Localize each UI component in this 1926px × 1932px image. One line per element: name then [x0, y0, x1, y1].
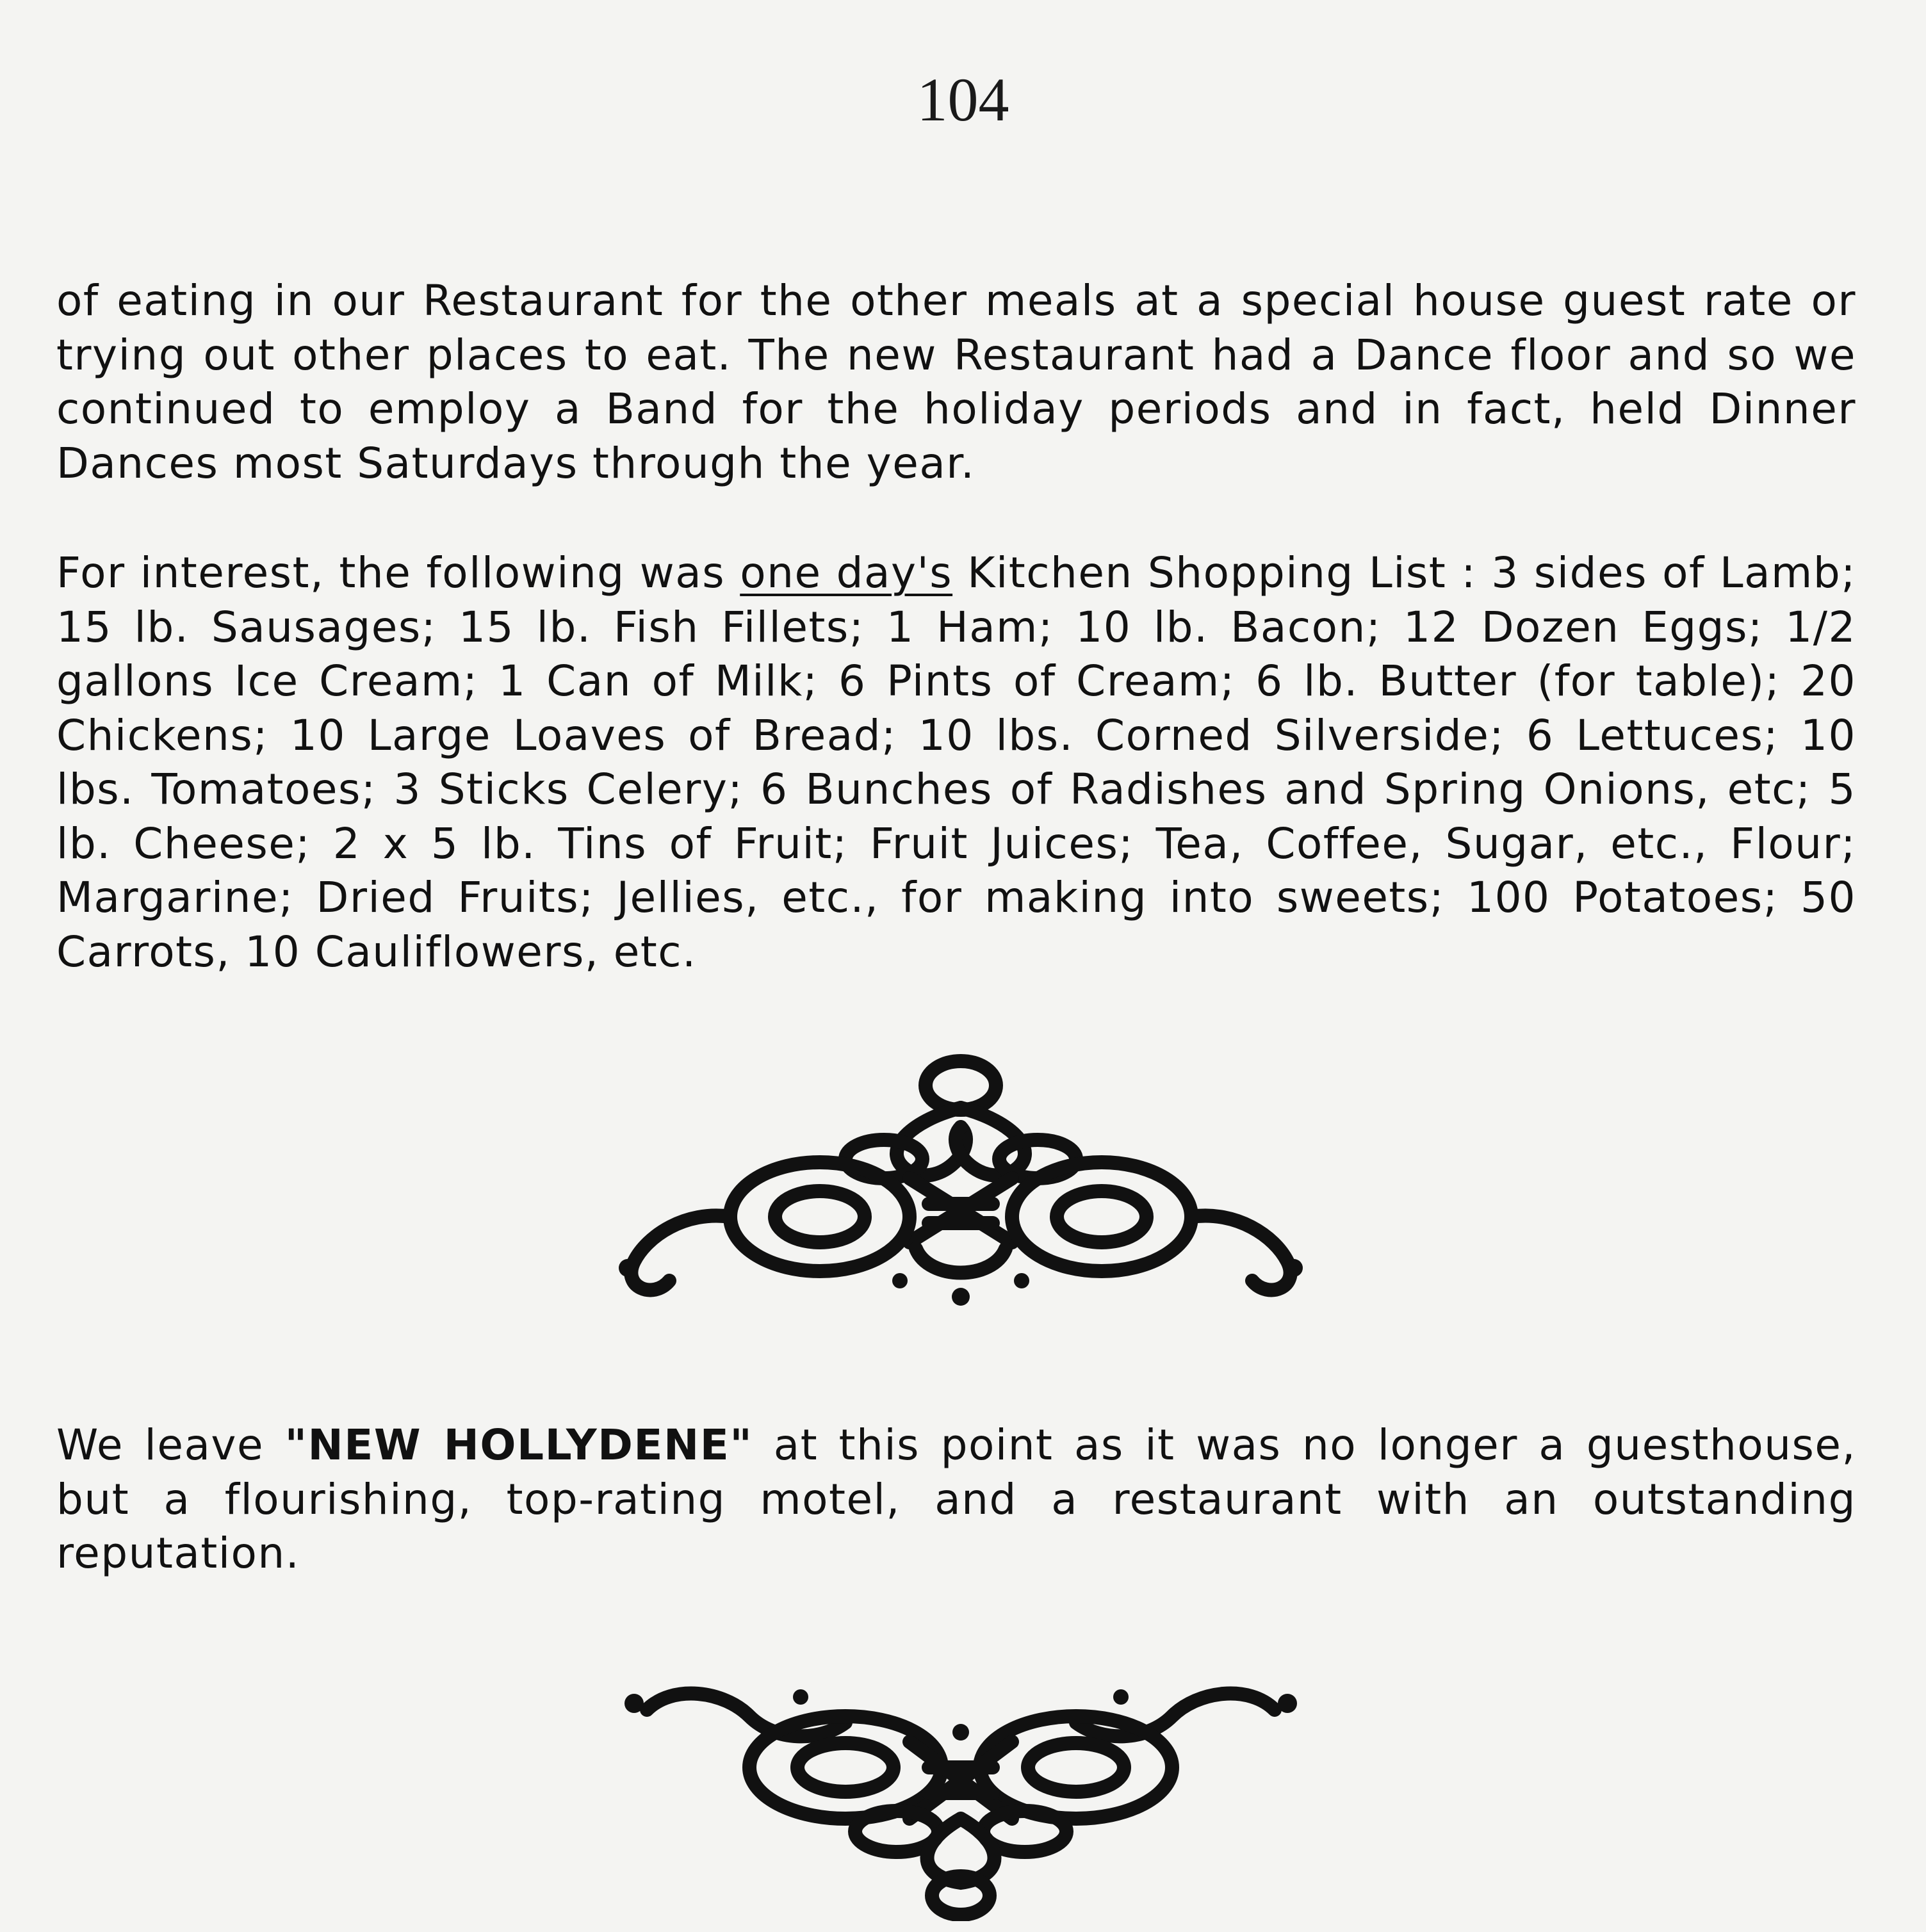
- paragraph-shopping-list: [56, 546, 1856, 979]
- underlined-phrase: one day's: [740, 548, 953, 597]
- page-number: 104: [917, 65, 1009, 134]
- hotel-name: "NEW HOLLYDENE": [284, 1420, 753, 1470]
- shopping-list-intro: For interest, the following was: [56, 548, 740, 597]
- scroll-ornament-icon: [608, 1671, 1313, 1921]
- scroll-ornament-icon: [608, 1050, 1313, 1319]
- conclusion-text: at this point as it was no longer a guesthouse, but a flourishing, top-rating motel, and a restaurant with an outstanding reputation.: [56, 1420, 1856, 1578]
- conclusion-intro: We leave: [56, 1420, 285, 1470]
- shopping-list-items: Kitchen Shopping List : 3 sides of Lamb; 15 lb. Sausages; 15 lb. Fish Fillets; 1 Ham; 10 lb. Bacon; 12 Dozen Eggs; 1/2 gallons Ice Cream; 1 Can of Milk; 6 Pints of Cream; 6 lb. Butter (for table); 20 Chickens; 10 Large Loaves of Bread; 10 lbs. Corned Silverside; 6 Lettuces; 10 lbs. Tomatoes; 3 Sticks Celery; 6 Bunches of Radishes and Spring Onions, etc; 5 lb. Cheese; 2 x 5 lb. Tins of Fruit; Fruit Juices; Tea, Coffee, Sugar, etc., Flour; Margarine; Dried Fruits; Jellies, etc., for making into sweets; 100 Potatoes; 50 Carrots, 10 Cauliflowers, etc.: [56, 548, 1856, 977]
- paragraph-restaurant: of eating in our Restaurant for the other meals at a special house guest rate or trying out other places to eat. The new Restaurant had a Dance floor and so we continued to employ a Band for the holiday periods and in fact, held Dinner Dances most Saturdays through the year.: [56, 276, 1856, 488]
- paragraph-conclusion: [56, 1418, 1856, 1581]
